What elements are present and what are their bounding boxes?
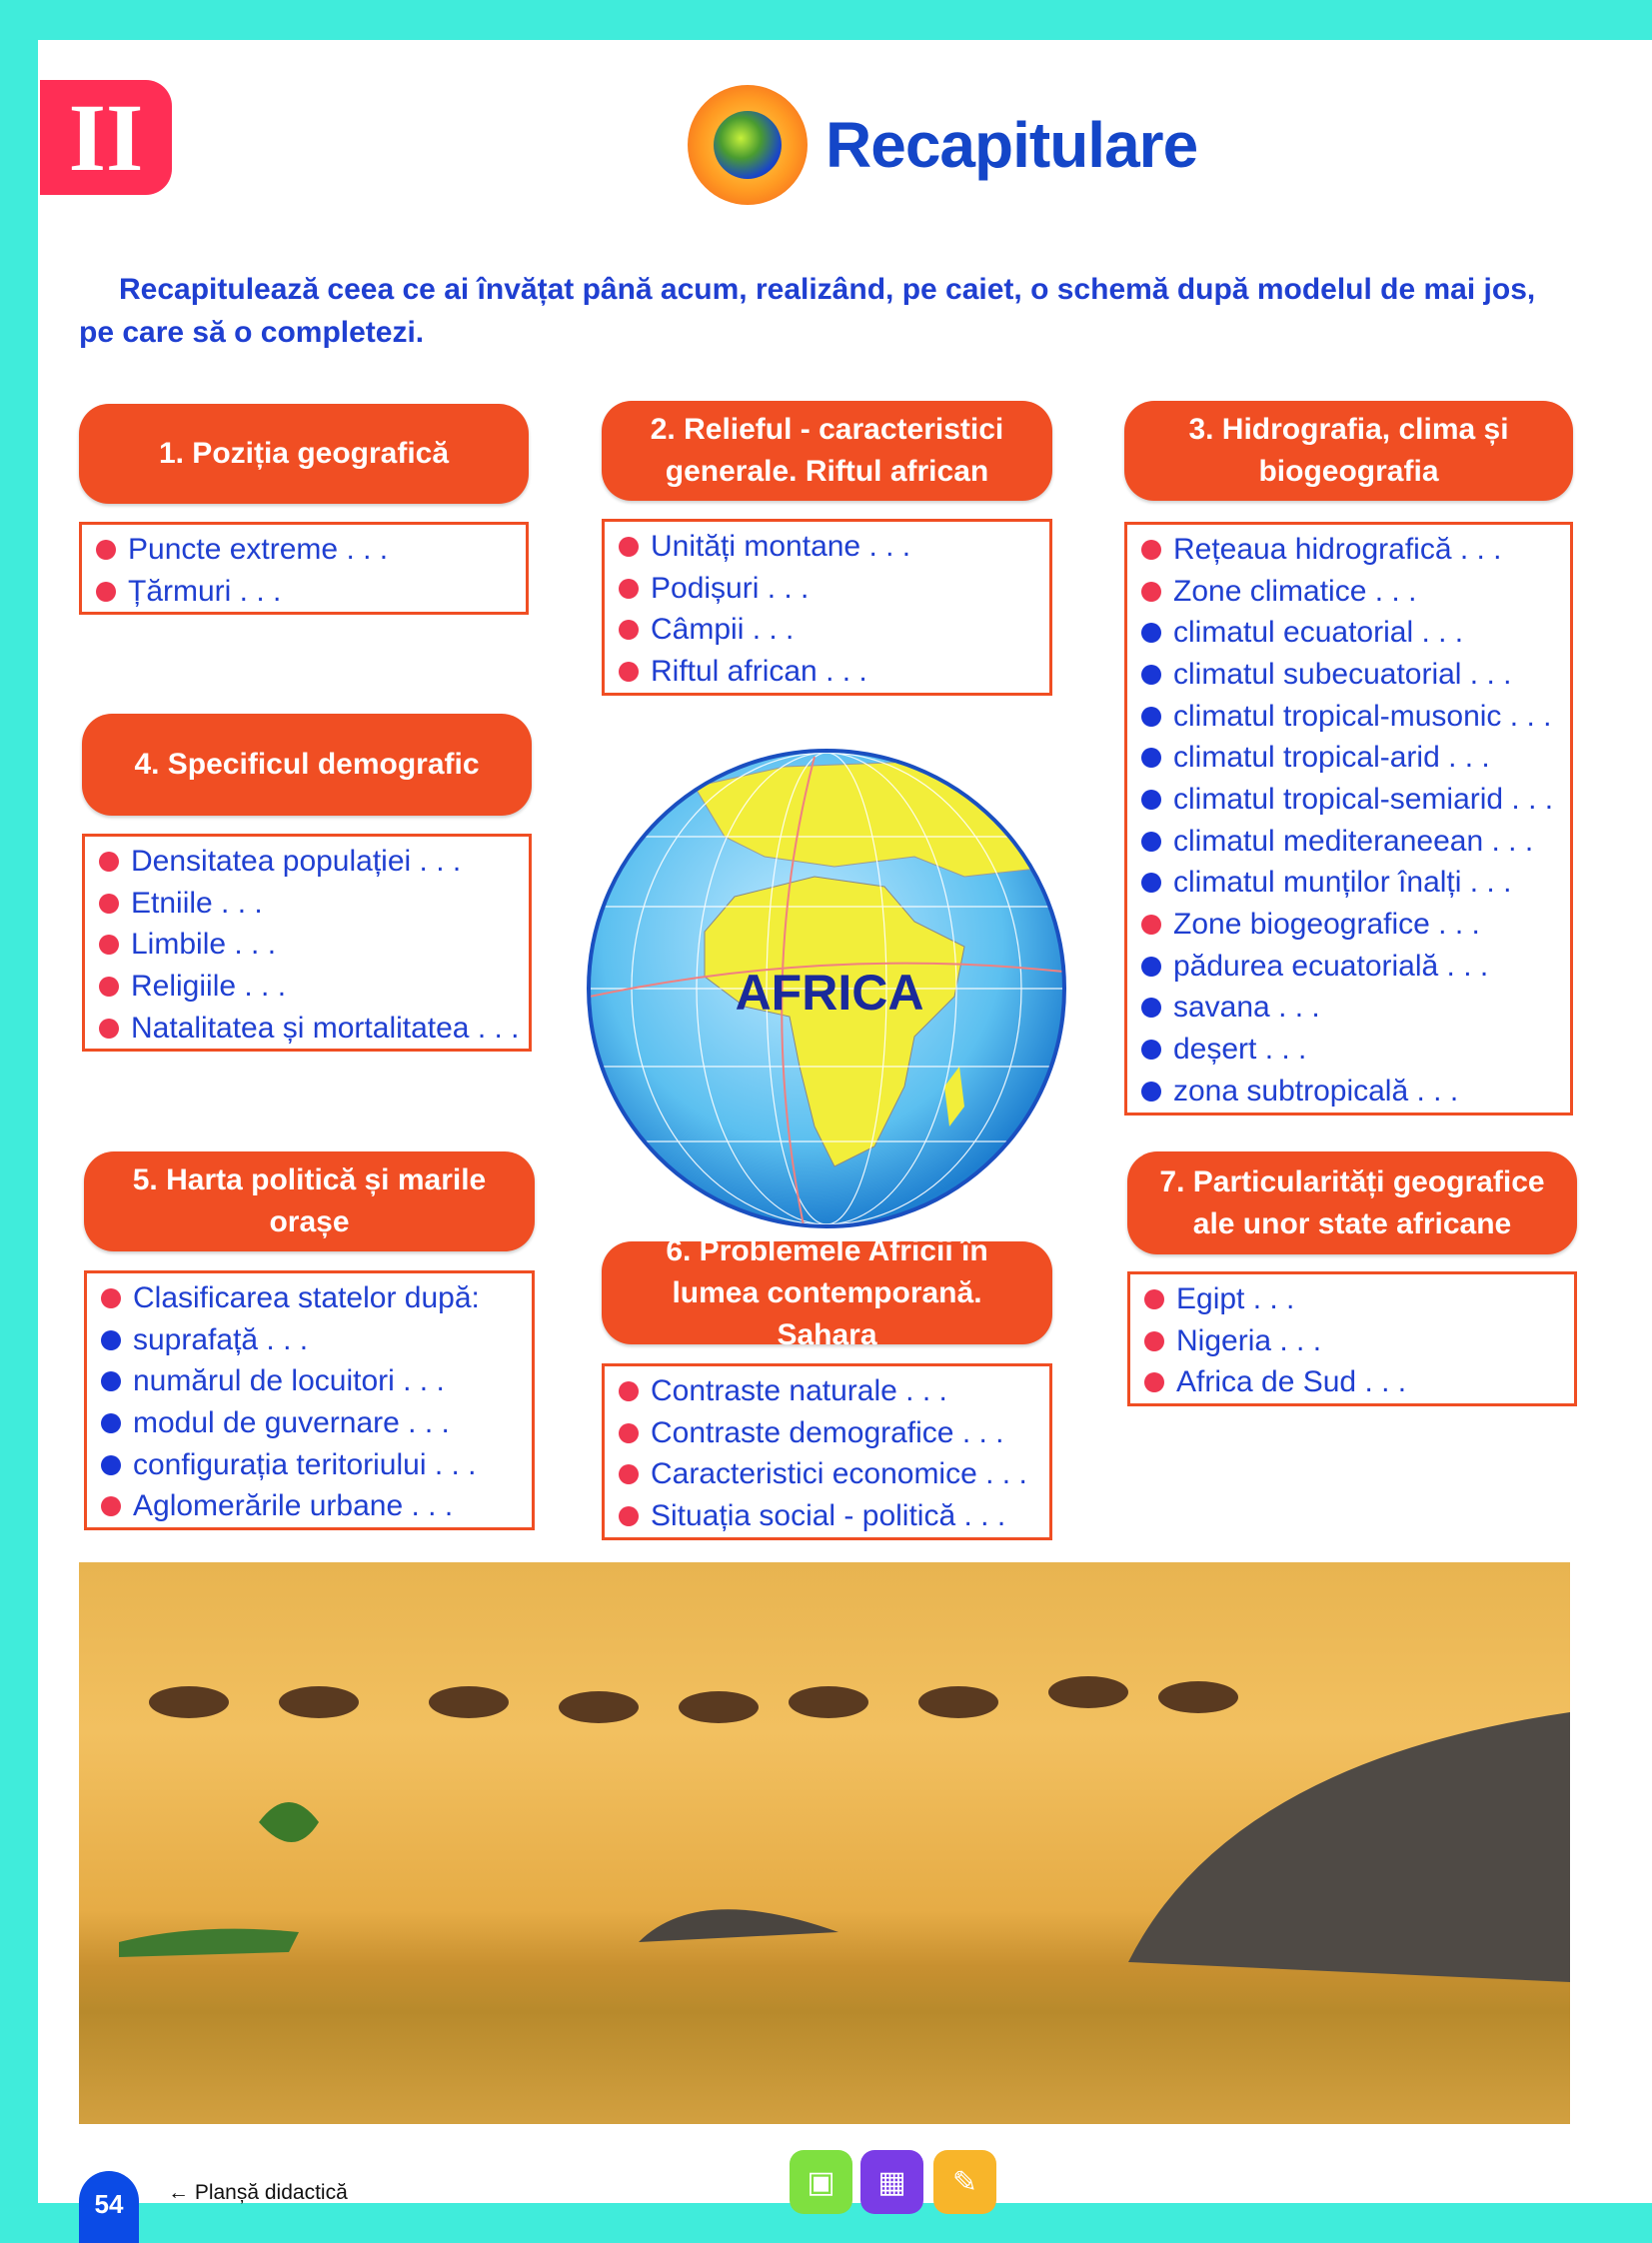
section-list-4: [82, 834, 532, 1052]
list-item-text: zona subtropicală . . .: [1173, 1074, 1459, 1108]
list-item: [96, 571, 526, 613]
film-icon[interactable]: ▦: [860, 2150, 923, 2214]
desert-camel-photo: [79, 1562, 1570, 2124]
list-item: [619, 1495, 1049, 1537]
page-number: 54: [79, 2171, 139, 2243]
list-item-text: Limbile . . .: [131, 928, 277, 962]
red-bullet-icon: [1144, 1289, 1164, 1309]
section-list-6: [602, 1363, 1052, 1540]
list-item: [99, 1008, 529, 1050]
red-bullet-icon: [99, 935, 119, 955]
blue-bullet-icon: [101, 1330, 121, 1350]
red-bullet-icon: [99, 1019, 119, 1039]
list-item-text: numărul de locuitori . . .: [133, 1364, 445, 1398]
list-item-text: configurația teritoriului . . .: [133, 1447, 477, 1481]
list-item: [1141, 1029, 1570, 1071]
red-bullet-icon: [1144, 1372, 1164, 1392]
section-header-5: 5. Harta politică și marile orașe: [84, 1151, 535, 1251]
red-bullet-icon: [619, 1381, 639, 1401]
blue-bullet-icon: [101, 1413, 121, 1433]
list-item: [1141, 946, 1570, 988]
section-header-3: 3. Hidrografia, clima și biogeografia: [1124, 401, 1573, 501]
list-item: [619, 651, 1049, 693]
red-bullet-icon: [1141, 582, 1161, 602]
list-item-text: Clasificarea statelor după:: [133, 1280, 480, 1314]
list-item: [1141, 904, 1570, 946]
list-item-text: Africa de Sud . . .: [1176, 1365, 1407, 1399]
list-item-text: Natalitatea și mortalitatea . . .: [131, 1011, 520, 1045]
red-bullet-icon: [99, 977, 119, 997]
red-bullet-icon: [101, 1288, 121, 1308]
list-item-text: suprafață . . .: [133, 1322, 309, 1356]
list-item: [99, 883, 529, 925]
red-bullet-icon: [619, 537, 639, 557]
pencil-icon[interactable]: ✎: [933, 2150, 996, 2214]
list-item: [619, 609, 1049, 651]
list-item-text: Situația social - politică . . .: [651, 1498, 1006, 1532]
red-bullet-icon: [99, 852, 119, 872]
list-item: [101, 1444, 532, 1486]
list-item: [619, 1412, 1049, 1454]
globe-label: AFRICA: [735, 965, 924, 1021]
section-header-2: 2. Relieful - caracteristici generale. Riftul african: [602, 401, 1052, 501]
list-item: [1141, 821, 1570, 863]
red-bullet-icon: [619, 1464, 639, 1484]
list-item: [99, 966, 529, 1008]
list-item: [1141, 737, 1570, 779]
list-item: [101, 1319, 532, 1361]
red-bullet-icon: [96, 540, 116, 560]
list-item-text: climatul ecuatorial . . .: [1173, 616, 1464, 650]
list-item-text: Riftul african . . .: [651, 654, 867, 688]
list-item: [1141, 612, 1570, 654]
red-bullet-icon: [619, 1423, 639, 1443]
list-item: [619, 1370, 1049, 1412]
list-item-text: climatul subecuatorial . . .: [1173, 657, 1512, 691]
list-item-text: Etniile . . .: [131, 886, 263, 920]
list-item: [1144, 1320, 1574, 1362]
list-item: [1141, 571, 1570, 613]
list-item-text: Nigeria . . .: [1176, 1323, 1322, 1357]
section-header-1: 1. Poziția geografică: [79, 404, 529, 504]
red-bullet-icon: [619, 579, 639, 599]
blue-bullet-icon: [1141, 998, 1161, 1018]
africa-globe: [585, 747, 1068, 1230]
list-item: [101, 1277, 532, 1319]
list-item: [1141, 696, 1570, 738]
red-bullet-icon: [619, 662, 639, 682]
list-item: [101, 1360, 532, 1402]
list-item: [1141, 863, 1570, 905]
list-item: [1141, 988, 1570, 1030]
list-item-text: Religiile . . .: [131, 969, 287, 1003]
list-item-text: Egipt . . .: [1176, 1281, 1295, 1315]
blue-bullet-icon: [101, 1371, 121, 1391]
list-item-text: climatul mediteraneean . . .: [1173, 824, 1534, 858]
list-item-text: Zone biogeografice . . .: [1173, 908, 1480, 942]
list-item: [96, 529, 526, 571]
section-header-6: 6. Problemele Africii în lumea contemporană. Sahara: [602, 1241, 1052, 1344]
list-item-text: Contraste demografice . . .: [651, 1415, 1004, 1449]
list-item-text: pădurea ecuatorială . . .: [1173, 949, 1489, 983]
blue-bullet-icon: [1141, 707, 1161, 727]
list-item-text: Densitatea populației . . .: [131, 844, 462, 878]
list-item: [1141, 654, 1570, 696]
red-bullet-icon: [1141, 915, 1161, 935]
section-list-2: [602, 519, 1052, 696]
red-bullet-icon: [619, 1506, 639, 1526]
list-item-text: climatul tropical-semiarid . . .: [1173, 782, 1554, 816]
list-item-text: Caracteristici economice . . .: [651, 1457, 1027, 1491]
list-item-text: climatul tropical-arid . . .: [1173, 741, 1490, 775]
blue-bullet-icon: [101, 1455, 121, 1475]
blue-bullet-icon: [1141, 832, 1161, 852]
blue-bullet-icon: [1141, 623, 1161, 643]
list-item-text: deșert . . .: [1173, 1033, 1307, 1067]
list-item: [1141, 529, 1570, 571]
list-item: [619, 526, 1049, 568]
blue-bullet-icon: [1141, 957, 1161, 977]
list-item-text: Podișuri . . .: [651, 571, 810, 605]
list-item-text: Zone climatice . . .: [1173, 574, 1417, 608]
red-bullet-icon: [99, 894, 119, 914]
red-bullet-icon: [1141, 540, 1161, 560]
blue-bullet-icon: [1141, 873, 1161, 893]
list-item: [619, 568, 1049, 610]
section-header-7: 7. Particularități geografice ale unor state africane: [1127, 1151, 1577, 1254]
list-item: [1141, 779, 1570, 821]
list-item-text: climatul munților înalți . . .: [1173, 866, 1512, 900]
list-item: [99, 924, 529, 966]
page-title: Recapitulare: [826, 109, 1198, 181]
list-item-text: modul de guvernare . . .: [133, 1405, 450, 1439]
list-item: [1144, 1278, 1574, 1320]
blue-bullet-icon: [1141, 665, 1161, 685]
red-bullet-icon: [1144, 1331, 1164, 1351]
section-list-7: [1127, 1271, 1577, 1406]
list-item-text: savana . . .: [1173, 991, 1320, 1025]
list-item: [619, 1453, 1049, 1495]
list-item-text: Aglomerările urbane . . .: [133, 1489, 454, 1523]
section-list-3: [1124, 522, 1573, 1116]
list-item: [1141, 1071, 1570, 1113]
list-item-text: climatul tropical-musonic . . .: [1173, 699, 1552, 733]
red-bullet-icon: [619, 620, 639, 640]
list-item: [99, 841, 529, 883]
list-item: [1144, 1361, 1574, 1403]
list-item-text: Rețeaua hidrografică . . .: [1173, 532, 1502, 566]
section-list-1: [79, 522, 529, 615]
blue-bullet-icon: [1141, 1040, 1161, 1060]
section-list-5: [84, 1270, 535, 1530]
unit-badge: II: [40, 80, 172, 195]
red-bullet-icon: [101, 1496, 121, 1516]
list-item: [101, 1402, 532, 1444]
red-bullet-icon: [96, 582, 116, 602]
list-item-text: Unități montane . . .: [651, 529, 911, 563]
image-icon[interactable]: ▣: [790, 2150, 852, 2214]
list-item-text: Contraste naturale . . .: [651, 1373, 947, 1407]
list-item: [101, 1485, 532, 1527]
blue-bullet-icon: [1141, 1082, 1161, 1102]
didactic-plate-link[interactable]: ← Planșă didactică: [168, 2181, 348, 2204]
globe-icon: [688, 85, 808, 205]
section-header-4: 4. Specificul demografic: [82, 714, 532, 816]
list-item-text: Câmpii . . .: [651, 613, 795, 647]
blue-bullet-icon: [1141, 790, 1161, 810]
list-item-text: Puncte extreme . . .: [128, 532, 389, 566]
intro-text: Recapitulează ceea ce ai învățat până acum, realizând, pe caiet, o schemă după modelul de mai jos, pe care să o completezi.: [79, 273, 1536, 349]
list-item-text: Țărmuri . . .: [128, 574, 282, 608]
blue-bullet-icon: [1141, 748, 1161, 768]
